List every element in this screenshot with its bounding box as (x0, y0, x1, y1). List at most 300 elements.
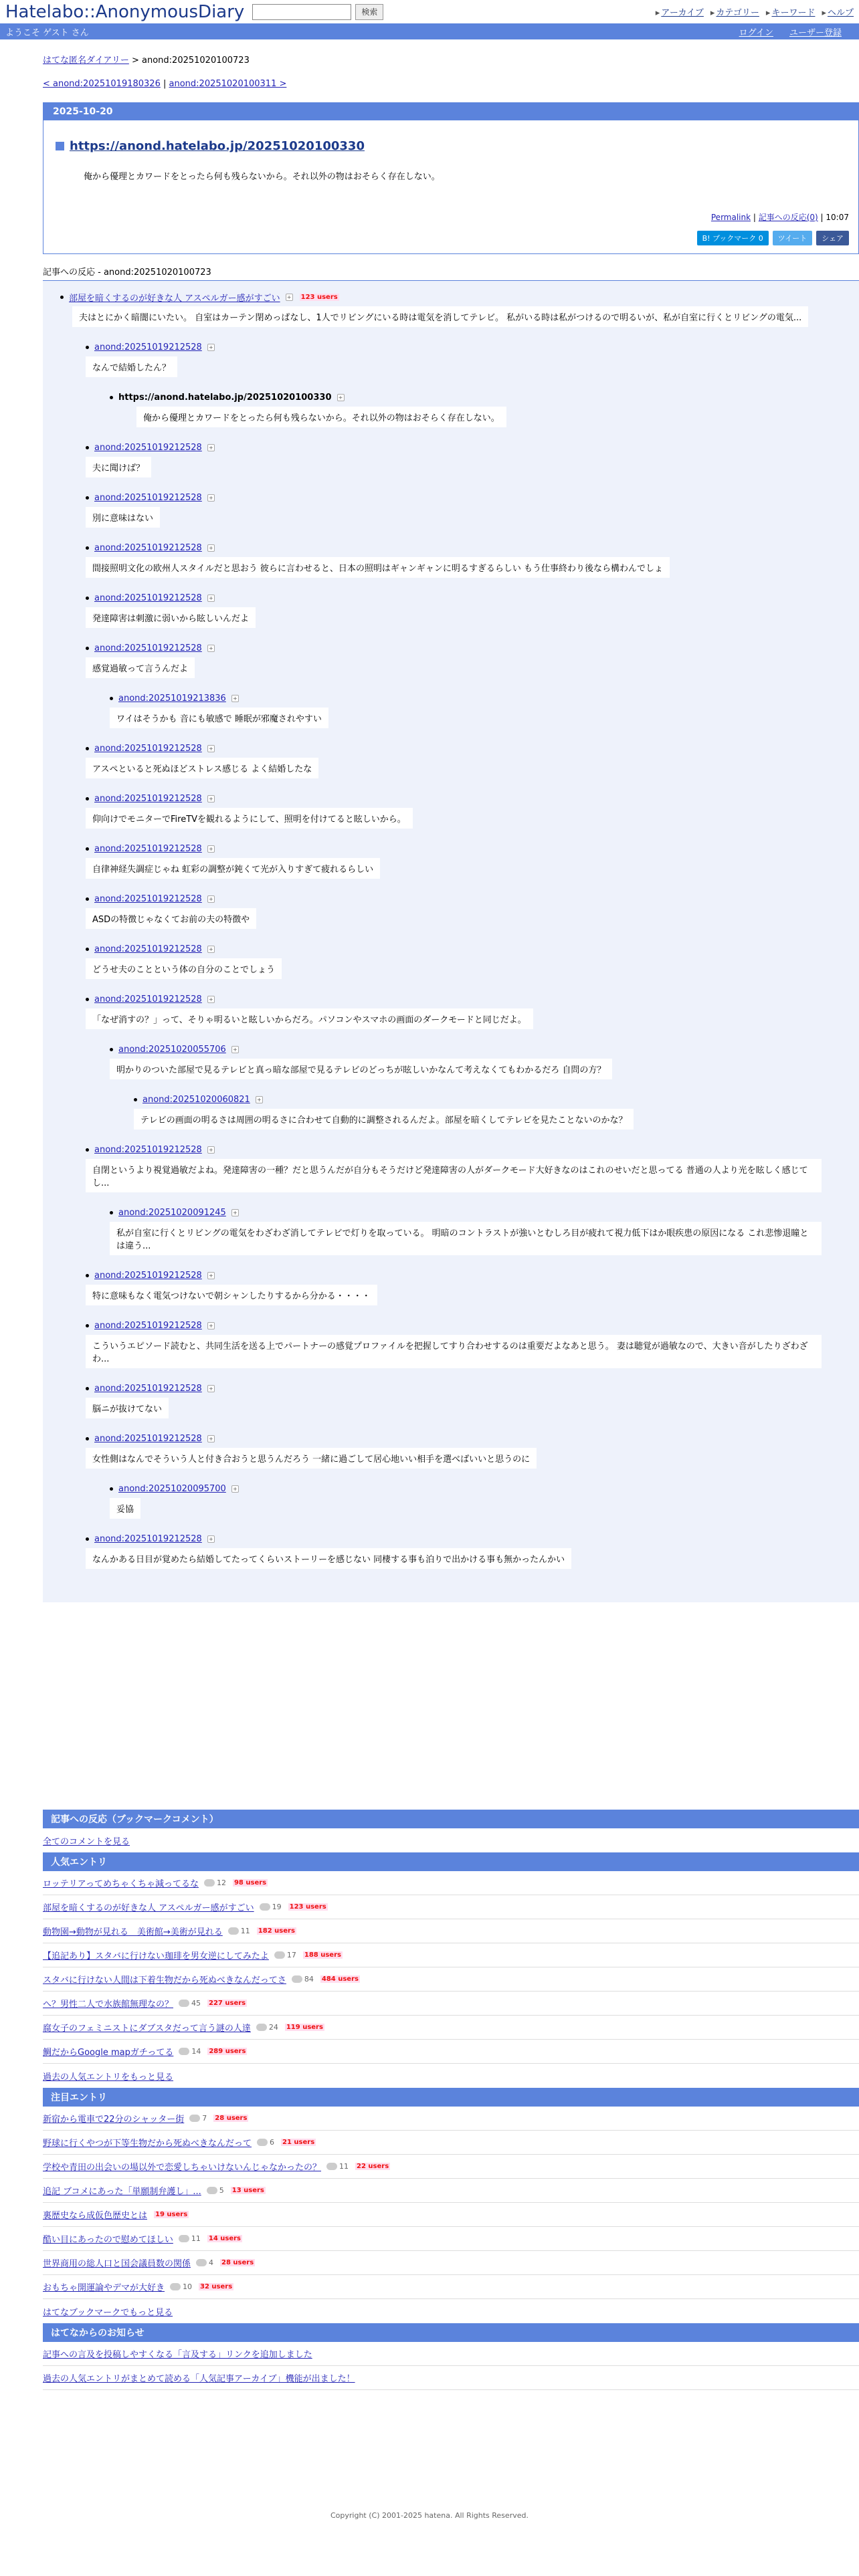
expand-icon[interactable]: + (207, 745, 215, 752)
users-badge[interactable]: 13 users (231, 2187, 264, 2194)
entry-row (43, 2251, 859, 2275)
notice-section (43, 2323, 859, 2390)
notable-more-link[interactable]: はてなブックマークでもっと見る (43, 2307, 173, 2318)
root-users-badge[interactable]: 123 users (300, 293, 338, 301)
reply-id-link[interactable]: anond:20251019212528 (94, 442, 202, 453)
entry-link[interactable]: 動物園→動物が見れる 美術館→美術が見れる (43, 1927, 223, 1937)
archive-link[interactable]: アーカイブ (661, 8, 704, 18)
bullet-icon (86, 1387, 89, 1390)
popular-more-link[interactable]: 過去の人気エントリをもっと見る (43, 2072, 174, 2082)
notice-link[interactable]: 過去の人気エントリがまとめて読める「人気記事アーカイブ」機能が出ました！ (43, 2374, 355, 2384)
child-list (60, 340, 859, 1582)
reply-node (110, 691, 859, 742)
comment-count-value: 6 (270, 2138, 275, 2147)
login-link[interactable]: ログイン (739, 27, 773, 38)
expand-icon[interactable]: + (337, 394, 345, 401)
notable-list (43, 2107, 859, 2299)
reply-body: 自律神経失調症じゃね 虹彩の調整が鈍くて光が入りすぎて疲れるらしい (86, 858, 380, 879)
expand-icon[interactable]: + (231, 1209, 239, 1216)
comment-count-value: 17 (286, 1951, 296, 1959)
expand-icon[interactable]: + (207, 996, 215, 1003)
comment-count-value: 19 (272, 1903, 282, 1911)
entry-row (43, 2107, 859, 2131)
comment-bubble-icon (207, 2187, 217, 2194)
comment-count-value: 11 (191, 2234, 201, 2243)
comment-bubble-icon (179, 2048, 189, 2055)
next-entry-link[interactable]: anond:20251020100311 > (169, 79, 287, 89)
comment-count[interactable] (228, 1927, 250, 1935)
entry-link[interactable]: 野球に行くやつが下等生物だから死ぬべきなんだって (43, 2139, 252, 2149)
pager (43, 79, 859, 89)
title-square-icon (56, 142, 64, 150)
comment-count[interactable] (170, 2282, 192, 2291)
comment-count-value: 24 (268, 2023, 278, 2032)
reply-body: どうせ夫のことという体の自分のことでしょう (86, 958, 282, 979)
users-badge[interactable]: 123 users (289, 1903, 326, 1911)
bullet-icon (86, 998, 89, 1001)
reply-id-link[interactable]: anond:20251019212528 (94, 492, 202, 503)
comment-bubble-icon (260, 1903, 270, 1911)
reply-body: ワイはそうかも 音にも敏感で 睡眠が邪魔されやすい (110, 708, 328, 728)
expand-icon[interactable]: + (207, 1146, 215, 1154)
entry-row (43, 2155, 859, 2179)
reply-body: 私が自室に行くとリビングの電気をわざわざ消してテレビで灯りを取っている。 明暗のコントラストが強いとむしろ目が疲れて視力低下はか眼疾患の原因になる これ悲惨退瞳とは違う... (110, 1222, 822, 1255)
reply-body: なんかある日目が覚めたら結婚してたってくらいストーリーを感じない 同棲する事も泊りで出かける事も無かったんかい (86, 1548, 571, 1569)
comment-bubble-icon (179, 2000, 189, 2007)
reply-body: 妥協 (110, 1498, 140, 1519)
bullet-icon (60, 296, 64, 299)
expand-icon[interactable]: + (207, 895, 215, 903)
root-title-link[interactable]: 部屋を暗くするのが好きな人 アスペルガー感がすごい (69, 293, 280, 304)
tweet-button[interactable]: ツイート (773, 231, 812, 245)
reply-body: 脳ニが抜けてない (86, 1398, 169, 1418)
entry-row (43, 1992, 859, 2016)
category-icon: ▸ (710, 8, 715, 18)
bullet-icon (86, 1437, 89, 1440)
reply-body: ASDの特徴じゃなくてお前の夫の特徴や (86, 908, 256, 929)
keyword-icon: ▸ (765, 8, 771, 18)
entry-row (43, 1967, 859, 1992)
expand-icon[interactable]: + (231, 1046, 239, 1053)
expand-icon[interactable]: + (207, 946, 215, 953)
comment-bubble-icon (257, 2139, 268, 2146)
footer-sep: | (751, 213, 759, 222)
comment-count[interactable] (274, 1951, 296, 1959)
reply-header (86, 591, 859, 605)
reply-header (86, 1143, 859, 1156)
comment-count[interactable] (179, 2234, 201, 2243)
comment-count[interactable] (260, 1903, 282, 1911)
reply-body: 明かりのついた部屋で見るテレビと真っ暗な部屋で見るテレビのどっちが眩しいかなんて考えなくてもわかるだろ 自問の方？ (110, 1059, 612, 1079)
reply-id-link[interactable]: anond:20251019212528 (94, 1533, 202, 1544)
reply-id-link[interactable]: anond:20251019212528 (94, 1433, 202, 1444)
users-badge[interactable]: 22 users (357, 2163, 389, 2170)
reply-id-link[interactable]: anond:20251019212528 (94, 593, 202, 603)
reply-node (86, 892, 859, 942)
comment-bubble-icon (274, 1951, 285, 1959)
reply-node (86, 491, 859, 541)
notice-row (43, 2342, 859, 2366)
comment-count-value: 10 (183, 2282, 193, 2291)
expand-icon[interactable]: + (207, 344, 215, 351)
entry-link[interactable]: 部屋を暗くするのが好きな人 アスペルガー感がすごい (43, 1903, 254, 1913)
users-badge[interactable]: 484 users (321, 1975, 359, 1983)
entry-row (43, 1895, 859, 1919)
bullet-icon (86, 797, 89, 800)
expand-icon[interactable]: + (286, 294, 293, 301)
entry-link[interactable]: 裏歴史なら成仮色歴史とは (43, 2211, 148, 2221)
bullet-icon (86, 747, 89, 750)
entry-row (43, 1943, 859, 1967)
comment-count[interactable] (189, 2114, 207, 2123)
comment-count[interactable] (256, 2023, 278, 2032)
popular-section (43, 1852, 859, 2088)
top-links (656, 5, 854, 18)
expand-icon[interactable]: + (207, 595, 215, 602)
breadcrumb-sep: > (128, 56, 142, 66)
facebook-share-button[interactable]: シェア (816, 231, 849, 245)
reply-id-link[interactable]: anond:20251019212528 (94, 793, 202, 804)
root-node (60, 290, 859, 1582)
entry-time: | 10:07 (818, 213, 849, 222)
reply-header (86, 1432, 859, 1445)
bullet-icon (86, 597, 89, 600)
reply-id-link[interactable]: anond:20251020091245 (118, 1207, 226, 1218)
entry-row (43, 2016, 859, 2040)
reply-node (86, 1319, 859, 1382)
top-header (0, 0, 859, 23)
comment-count[interactable] (207, 2186, 224, 2195)
comment-count[interactable] (179, 1999, 201, 2008)
reply-body: 夫に聞けば？ (86, 457, 151, 477)
bullet-icon (86, 496, 89, 500)
reply-node (86, 541, 859, 591)
notable-more-row (43, 2299, 859, 2323)
users-badge[interactable]: 98 users (233, 1879, 267, 1887)
users-badge[interactable]: 289 users (209, 2048, 246, 2055)
comment-count[interactable] (292, 1975, 314, 1983)
notice-row (43, 2366, 859, 2390)
reply-header (86, 942, 859, 956)
entry-link[interactable]: 【追記あり】スタバに行けない珈琲を男女逆にしてみたよ (43, 1951, 269, 1961)
entry-link[interactable]: 世界商用の総人口と国会議員数の関係 (43, 2259, 191, 2269)
entry-body: 俺から優理とカワードをとったら何も残らないから。それ以外の物はおそらく存在しない。 (84, 172, 440, 182)
reply-id-link[interactable]: anond:20251019212528 (94, 542, 202, 553)
copyright: Copyright (C) 2001-2025 hatena. All Rights Reserved. (330, 2511, 529, 2520)
comment-bubble-icon (170, 2283, 181, 2290)
reply-node (86, 1143, 859, 1269)
comment-count-value: 11 (240, 1927, 250, 1935)
reply-body: 特に意味もなく電気つけないで朝シャンしたりするから分かる・・・・ (86, 1285, 377, 1305)
expand-icon[interactable]: + (207, 544, 215, 552)
users-badge[interactable]: 188 users (304, 1951, 341, 1959)
reply-body: なんで結婚したん？ (86, 356, 177, 377)
reply-body: アスペといると死ぬほどストレス感じる よく結婚したな (86, 758, 318, 778)
comment-count-value: 5 (219, 2186, 224, 2195)
reply-id-link[interactable]: https://anond.hatelabo.jp/20251020100330 (118, 392, 332, 403)
reply-header (86, 792, 859, 805)
reply-header (110, 391, 859, 404)
comment-bubble-icon (292, 1975, 302, 1983)
bullet-icon (110, 1487, 113, 1491)
comment-bubble-icon (204, 1879, 215, 1887)
users-badge[interactable]: 21 users (282, 2139, 315, 2146)
entry-row (43, 2275, 859, 2299)
entry-box (43, 102, 859, 254)
expand-icon[interactable]: + (231, 695, 239, 702)
hatena-bookmark-button[interactable]: B! ブックマーク 0 (697, 231, 769, 245)
reply-node (86, 1269, 859, 1319)
reply-id-link[interactable]: anond:20251019212528 (94, 1383, 202, 1394)
all-comments-row (43, 1828, 859, 1852)
entry-link[interactable]: へ？男性二人で水族館無理なの？ (43, 2000, 174, 2010)
reply-header (86, 1532, 859, 1545)
reply-header (134, 1093, 859, 1106)
pager-sep: | (160, 79, 169, 89)
breadcrumb-current: anond:20251020100723 (142, 56, 250, 66)
keyword-link[interactable]: キーワード (771, 8, 816, 18)
notable-section-title: 注目エントリ (43, 2088, 859, 2107)
prev-entry-link[interactable]: < anond:20251019180326 (43, 79, 161, 89)
users-badge[interactable]: 28 users (221, 2259, 254, 2266)
user-bar (0, 23, 859, 39)
comment-count-value: 7 (202, 2114, 207, 2123)
entry-link[interactable]: 酷い目にあったので慰めてほしい (43, 2235, 173, 2245)
popular-section-title: 人気エントリ (43, 1852, 859, 1871)
reply-node (86, 441, 859, 491)
reply-body: 発達障害は刺激に弱いから眩しいんだよ (86, 607, 256, 628)
notice-link[interactable]: 記事への言及を投稿しやすくなる「言及する」リンクを追加しました (43, 2350, 312, 2360)
comment-count[interactable] (204, 1879, 226, 1887)
entry-link[interactable]: 学校や青田の出会いの場以外で恋愛しちゃいけないんじゃなかったの？ (43, 2163, 322, 2173)
entry-row (43, 1919, 859, 1943)
comment-bubble-icon (179, 2235, 189, 2242)
bullet-icon (86, 948, 89, 951)
entry-row (43, 1871, 859, 1895)
reply-header (86, 1319, 859, 1332)
entry-link[interactable]: スタバに行けない人間は下着生物だから死ぬべきなんだってさ (43, 1975, 286, 1985)
entry-link[interactable]: おもちゃ開運論やデマが大好き (43, 2283, 165, 2293)
comment-count-value: 11 (339, 2162, 349, 2171)
bullet-icon (110, 1211, 113, 1214)
comment-bubble-icon (196, 2259, 207, 2266)
expand-icon[interactable]: + (207, 845, 215, 853)
archive-icon: ▸ (655, 8, 660, 18)
entry-date: 2025-10-20 (43, 103, 858, 120)
reply-node (110, 1206, 859, 1269)
bullet-icon (86, 1537, 89, 1541)
reply-id-link[interactable]: anond:20251020055706 (118, 1044, 226, 1055)
reply-node (86, 942, 859, 992)
notice-section-title: はてなからのお知らせ (43, 2323, 859, 2342)
comment-count[interactable] (326, 2162, 349, 2171)
expand-icon[interactable]: + (207, 444, 215, 451)
expand-icon[interactable]: + (256, 1096, 263, 1103)
breadcrumb-home[interactable]: はてな匿名ダイアリー (43, 56, 129, 66)
entry-row (43, 2203, 859, 2227)
comment-count-value: 4 (209, 2258, 214, 2267)
reply-node (86, 1382, 859, 1432)
reply-node (134, 1093, 859, 1143)
reply-header (86, 340, 859, 354)
reply-node (110, 391, 859, 441)
bullet-icon (86, 446, 89, 449)
reply-header (86, 441, 859, 454)
reply-id-link[interactable]: anond:20251019212528 (94, 643, 202, 653)
reply-id-link[interactable]: anond:20251019212528 (94, 944, 202, 954)
comment-count-value: 14 (191, 2047, 201, 2056)
reply-node (86, 792, 859, 842)
bullet-icon (86, 647, 89, 650)
bullet-icon (110, 1048, 113, 1051)
users-badge[interactable]: 14 users (208, 2235, 242, 2242)
reply-header (110, 1043, 859, 1056)
reply-body: こういうエピソード読むと、共同生活を送る上でパートナーの感覚プロファイルを把握してすり合わせするのは重要だよなあと思う。 妻は聴覚が過敏なので、大きい音がしたりざわざわ... (86, 1335, 822, 1368)
reply-node (86, 992, 859, 1143)
reply-header (110, 1482, 859, 1495)
share-buttons (43, 231, 849, 245)
bullet-icon (86, 1324, 89, 1327)
entry-link[interactable]: 鯛だからGoogle mapガチってる (43, 2048, 174, 2058)
expand-icon[interactable]: + (207, 1272, 215, 1279)
entry-link[interactable]: 新宿から電車で22分のシャッター街 (43, 2115, 185, 2125)
expand-icon[interactable]: + (207, 1535, 215, 1543)
comment-count-value: 12 (216, 1879, 226, 1887)
category-link[interactable]: カテゴリー (716, 8, 759, 18)
expand-icon[interactable]: + (207, 1385, 215, 1392)
welcome-text: ようこそ ゲスト さん (5, 27, 89, 38)
permalink[interactable]: Permalink (710, 213, 751, 222)
entry-link[interactable]: 追記 ブコメにあった「単願制弁護し」... (43, 2187, 201, 2197)
reply-id-link[interactable]: anond:20251019212528 (94, 843, 202, 854)
reply-header (86, 1269, 859, 1282)
bullet-icon (86, 546, 89, 550)
reply-node (86, 340, 859, 441)
bullet-icon (86, 346, 89, 349)
reply-node (86, 1532, 859, 1582)
site-logo[interactable]: Hatelabo::AnonymousDiary (5, 1, 245, 22)
bookmark-section-title: 記事への反応（ブックマークコメント） (43, 1810, 859, 1828)
users-badge[interactable]: 227 users (209, 2000, 246, 2007)
reply-id-link[interactable]: anond:20251019212528 (94, 893, 202, 904)
reply-node (86, 1432, 859, 1532)
expand-icon[interactable]: + (207, 795, 215, 802)
reply-id-link[interactable]: anond:20251020060821 (142, 1094, 250, 1105)
reply-node (110, 1043, 859, 1143)
comment-count[interactable] (257, 2138, 274, 2147)
comment-bubble-icon (326, 2163, 337, 2170)
reply-header (86, 641, 859, 655)
reply-body: 俺から優理とカワードをとったら何も残らないから。それ以外の物はおそらく存在しない。 (136, 407, 506, 427)
reply-body: 感覚過敏って言うんだよ (86, 657, 195, 678)
reply-id-link[interactable]: anond:20251020095700 (118, 1483, 226, 1494)
comment-count-value: 84 (304, 1975, 314, 1983)
reply-node (86, 641, 859, 742)
reply-body: 間接照明文化の欧州人スタイルだと思おう 彼らに言わせると、日本の照明はギャンギャンに明るすぎるらしい もう仕事終わり後なら構わんでしょ (86, 557, 670, 578)
expand-icon[interactable]: + (207, 645, 215, 652)
bullet-icon (86, 1274, 89, 1277)
users-badge[interactable]: 32 users (200, 2283, 233, 2290)
root-body: 夫はとにかく暗闇にいたい。 自室はカーテン閉めっぱなし、1人でリビングにいる時は電気を消してテレビ。 私がいる時は私がつけるので明るいが、私が自室に行くとリビングの電気... (72, 306, 808, 327)
reply-header (86, 992, 859, 1006)
expand-icon[interactable]: + (207, 1435, 215, 1442)
expand-icon[interactable]: + (207, 1322, 215, 1329)
users-badge[interactable]: 119 users (286, 2024, 323, 2031)
users-badge[interactable]: 19 users (155, 2211, 188, 2218)
comment-bubble-icon (228, 1927, 239, 1935)
users-badge[interactable]: 182 users (258, 1927, 295, 1935)
entry-title-link[interactable]: https://anond.hatelabo.jp/20251020100330 (70, 139, 365, 153)
entry-link[interactable]: ロッテリアってめちゃくちゃ減ってるな (43, 1879, 199, 1889)
search-button[interactable]: 検索 (355, 4, 383, 20)
comment-count[interactable] (196, 2258, 213, 2267)
reply-header (86, 491, 859, 504)
bullet-icon (110, 396, 113, 399)
entry-row (43, 2040, 859, 2064)
comment-count[interactable] (179, 2047, 201, 2056)
reply-id-link[interactable]: anond:20251019212528 (94, 1270, 202, 1281)
reaction-tree (43, 280, 859, 1602)
help-link[interactable]: ヘルプ (827, 8, 854, 18)
reply-body: 女性側はなんでそういう人と付き合おうと思うんだろう 一緒に過ごして居心地いい相手を選べばいいと思うのに (86, 1448, 537, 1469)
breadcrumb (43, 53, 859, 66)
bullet-icon (86, 897, 89, 901)
bullet-icon (110, 697, 113, 700)
reply-node (86, 742, 859, 792)
entry-link[interactable]: 腐女子のフェミニストにダブスタだって言う謎の人達 (43, 2024, 251, 2034)
help-icon: ▸ (822, 8, 826, 18)
popular-list (43, 1871, 859, 2064)
bookmark-section (43, 1810, 859, 1852)
reply-node (86, 842, 859, 892)
reply-body: 自閉というより視覚過敏だよね。発達障害の一種？だと思うんだが自分もそうだけど発達障害の人がダークモード大好きなのはこれのせいだと思ってる 普通の人より光を眩しく感じてし... (86, 1159, 822, 1192)
comment-bubble-icon (256, 2024, 267, 2031)
reply-body: テレビの画面の明るさは周囲の明るさに合わせて自動的に調整されるんだよ。部屋を暗くしてテレビを見たことないのかな？ (134, 1109, 634, 1130)
search-input[interactable] (252, 4, 351, 20)
reply-header (86, 892, 859, 905)
notable-section (43, 2088, 859, 2323)
users-badge[interactable]: 28 users (215, 2115, 248, 2122)
reply-header (86, 842, 859, 855)
reactions-link[interactable]: 記事への反応(0) (758, 213, 818, 222)
reply-body: 「なぜ消すの？」って、そりゃ明るいと眩しいからだろ。パソコンやスマホの画面のダークモードと同じだよ。 (86, 1008, 533, 1029)
entry-row (43, 2227, 859, 2251)
reply-id-link[interactable]: anond:20251019213836 (118, 693, 226, 704)
reply-node (86, 591, 859, 641)
entry-title (56, 139, 858, 153)
expand-icon[interactable]: + (207, 494, 215, 502)
expand-icon[interactable]: + (231, 1485, 239, 1493)
reply-id-link[interactable]: anond:20251019212528 (94, 1320, 202, 1331)
reply-header (86, 1382, 859, 1395)
reply-id-link[interactable]: anond:20251019212528 (94, 1144, 202, 1155)
reply-header (86, 541, 859, 554)
popular-more-row (43, 2064, 859, 2088)
bullet-icon (134, 1098, 137, 1101)
reply-id-link[interactable]: anond:20251019212528 (94, 342, 202, 352)
reply-body: 別に意味はない (86, 507, 160, 528)
main-content (43, 53, 859, 2390)
reply-header (110, 1206, 859, 1219)
reply-id-link[interactable]: anond:20251019212528 (94, 994, 202, 1004)
reply-body: 仰向けでモニターでFireTVを観れるようにして、照明を付けてると眩しいから。 (86, 808, 413, 829)
reply-header (110, 691, 859, 705)
entry-footer (43, 211, 849, 223)
reply-id-link[interactable]: anond:20251019212528 (94, 743, 202, 754)
register-link[interactable]: ユーザー登録 (789, 27, 842, 38)
all-comments-link[interactable]: 全てのコメントを見る (43, 1836, 130, 1847)
entry-row (43, 2131, 859, 2155)
